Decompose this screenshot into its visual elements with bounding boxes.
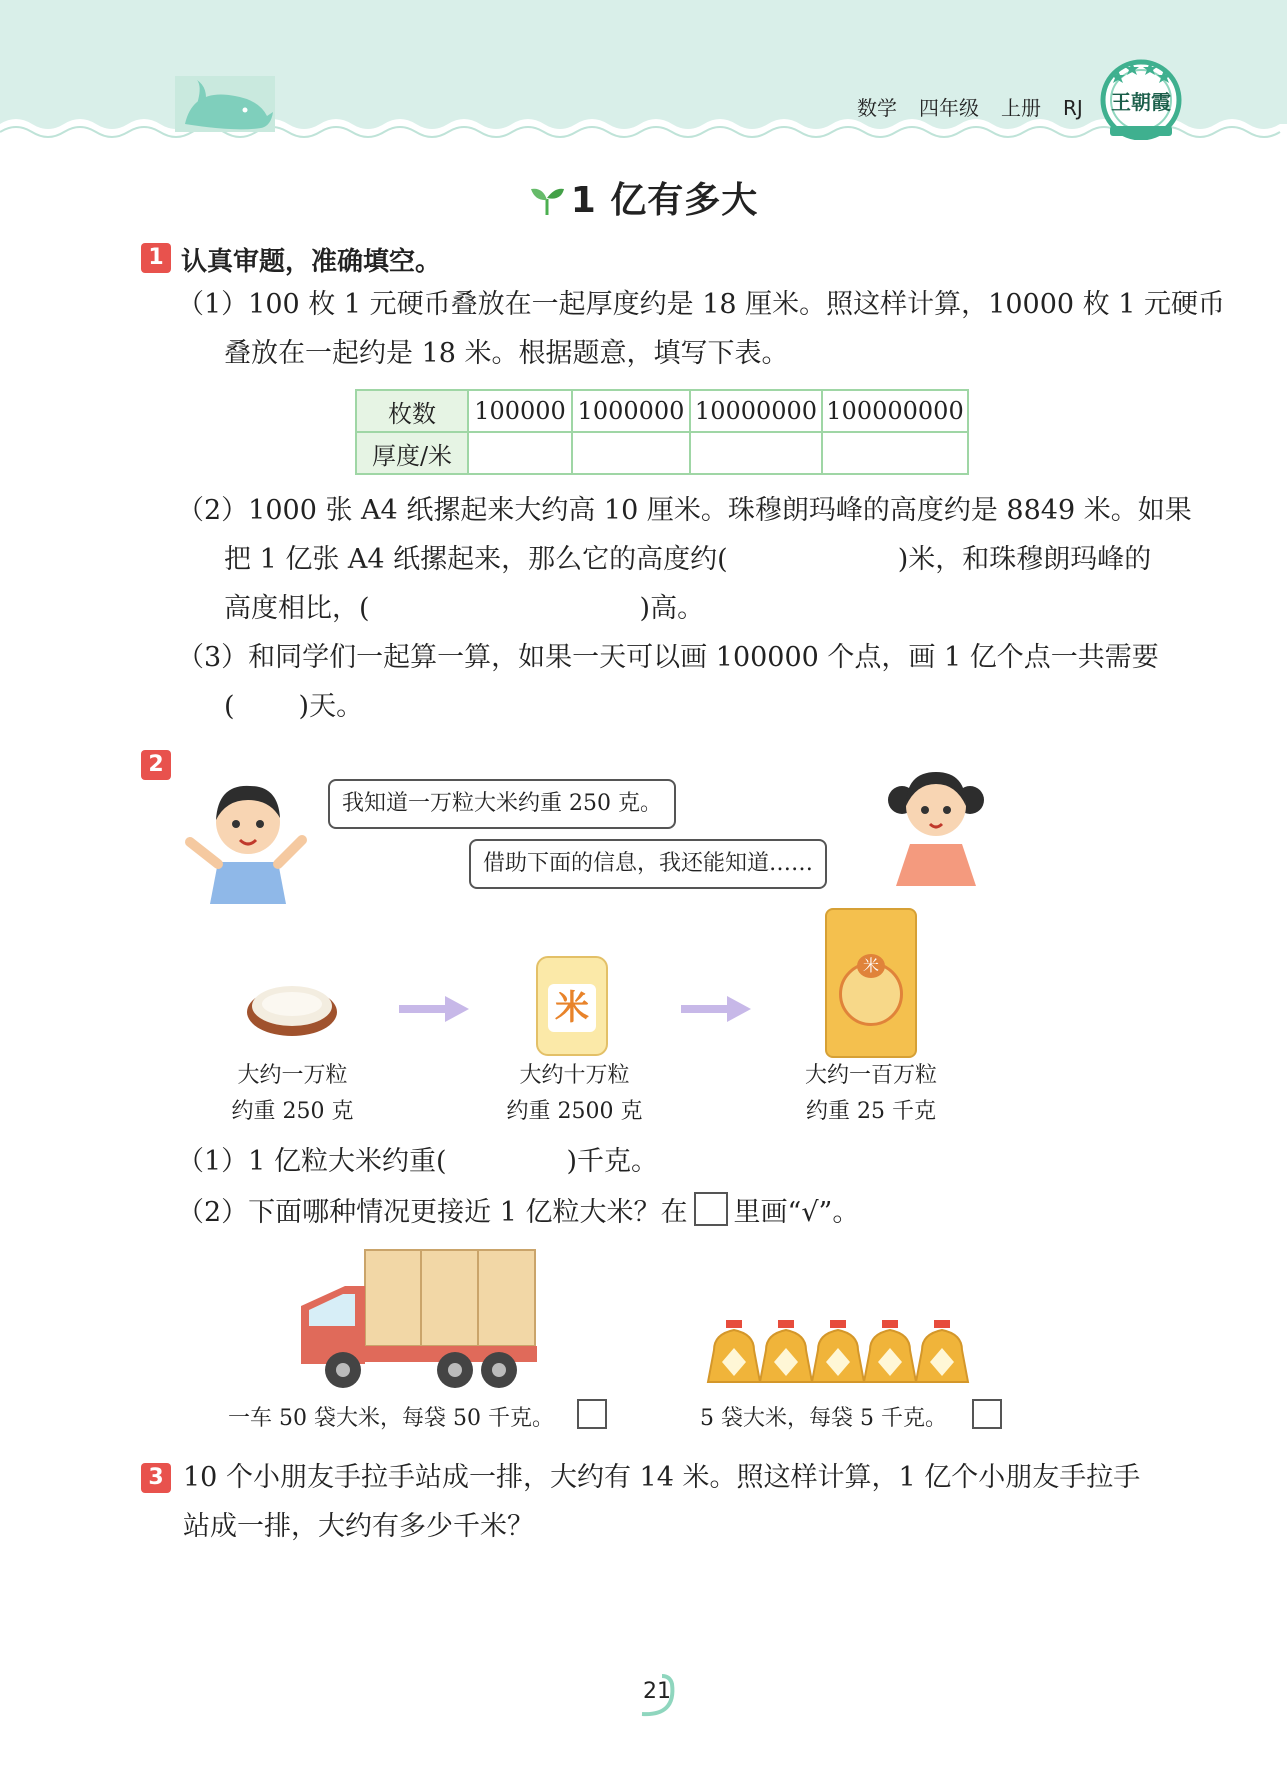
speech-bubble-boy: 我知道一万粒大米约重 250 克。	[328, 779, 676, 829]
table-cell: 1000000	[572, 390, 690, 432]
speech-bubble-girl: 借助下面的信息，我还能知道……	[469, 839, 827, 889]
q2-badge: 2	[141, 750, 171, 780]
header-grade: 四年级	[919, 96, 979, 120]
q3-line2: 站成一排，大约有多少千米？	[183, 1511, 534, 1542]
brand-seal-text: 王朝霞	[1111, 90, 1171, 114]
arrow-right-icon	[681, 996, 751, 1022]
arrow-right-icon	[399, 996, 469, 1022]
page-number: 21	[643, 1679, 671, 1704]
answer-cell[interactable]	[468, 432, 572, 474]
boy-illustration	[178, 762, 318, 904]
table-cell: 100000000	[822, 390, 968, 432]
q2-sub1	[177, 1138, 658, 1186]
table-row	[356, 432, 968, 474]
rice-large-sack-illustration	[825, 908, 917, 1058]
coin-thickness-table	[355, 389, 969, 475]
q1-part2-line3	[224, 585, 704, 633]
rice-caption-1-line1: 大约一万粒	[237, 1063, 348, 1088]
q1-part3-line2	[224, 683, 363, 731]
page-title-text: 1 亿有多大	[570, 180, 759, 221]
q1-part3-line2-start: (	[224, 691, 235, 722]
q3-badge: 3	[141, 1463, 171, 1493]
q1-part2-line3-end: )高。	[639, 593, 705, 624]
sprout-icon	[529, 185, 565, 215]
header-meta	[835, 92, 1083, 121]
rice-sack-label: 米	[857, 954, 885, 978]
answer-cell[interactable]	[572, 432, 690, 474]
header-volume: 上册	[1001, 96, 1041, 120]
answer-cell[interactable]	[822, 432, 968, 474]
header-subject: 数学	[857, 96, 897, 120]
rice-caption-2-line1: 大约十万粒	[519, 1063, 630, 1088]
q1-part2-line2	[224, 536, 1151, 584]
q2-sub1-end: )千克。	[566, 1146, 659, 1177]
q2-sub2-end: 里画“√”。	[733, 1197, 860, 1228]
girl-illustration	[880, 748, 992, 886]
q1-badge: 1	[141, 243, 171, 273]
header-edition: RJ	[1063, 96, 1083, 120]
table-cell: 枚数	[356, 390, 468, 432]
table-cell: 10000000	[690, 390, 822, 432]
page-title	[0, 172, 1287, 223]
rice-bag-label: 米	[548, 984, 596, 1032]
brand-seal-logo	[1100, 58, 1182, 140]
rice-caption-1-line2: 约重 250 克	[231, 1099, 354, 1124]
rice-bowl-illustration	[245, 978, 339, 1038]
truck-illustration	[295, 1246, 540, 1396]
table-cell: 100000	[468, 390, 572, 432]
whale-icon	[175, 76, 275, 132]
rice-caption-3-line1: 大约一百万粒	[804, 1063, 937, 1088]
table-row	[356, 390, 968, 432]
five-rice-bags-illustration	[706, 1310, 976, 1390]
rice-small-bag-illustration	[536, 956, 608, 1056]
q2-sub1-start: （1）1 亿粒大米约重(	[177, 1146, 447, 1177]
q1-part2-line3-start: 高度相比，(	[224, 593, 370, 624]
table-cell: 厚度/米	[356, 432, 468, 474]
q1-part3-line2-end: )天。	[298, 691, 364, 722]
q2-sub2	[177, 1189, 859, 1237]
q1-part1-line2: 叠放在一起约是 18 米。根据题意，填写下表。	[224, 338, 789, 369]
q1-part2-line1: （2）1000 张 A4 纸摞起来大约高 10 厘米。珠穆朗玛峰的高度约是 8849 米。如果	[177, 495, 1192, 526]
rice-caption-3	[776, 1058, 966, 1130]
q2-sub2-start: （2）下面哪种情况更接近 1 亿粒大米？在	[177, 1197, 688, 1228]
option-bags-text: 5 袋大米，每袋 5 千克。	[700, 1406, 947, 1431]
rice-caption-2-line2: 约重 2500 克	[506, 1099, 643, 1124]
q3-line1: 10 个小朋友手拉手站成一排，大约有 14 米。照这样计算，1 亿个小朋友手拉手	[183, 1462, 1141, 1493]
q1-part1-line1: （1）100 枚 1 元硬币叠放在一起厚度约是 18 厘米。照这样计算，10000 枚 1 元硬币	[177, 289, 1225, 320]
answer-cell[interactable]	[690, 432, 822, 474]
q1-heading: 认真审题，准确填空。	[181, 247, 442, 277]
q1-part3-line1: （3）和同学们一起算一算，如果一天可以画 100000 个点，画 1 亿个点一共需要	[177, 642, 1159, 673]
option-truck-text: 一车 50 袋大米，每袋 50 千克。	[228, 1406, 554, 1431]
rice-caption-3-line2: 约重 25 千克	[806, 1099, 936, 1124]
option-truck-checkbox[interactable]	[577, 1399, 607, 1429]
q1-part2-line2-end: )米，和珠穆朗玛峰的	[897, 544, 1152, 575]
rice-caption-1	[205, 1058, 380, 1130]
option-bags-checkbox[interactable]	[972, 1399, 1002, 1429]
rice-caption-2	[487, 1058, 662, 1130]
checkbox-sample-icon	[694, 1192, 728, 1226]
q1-part2-line2-start: 把 1 亿张 A4 纸摞起来，那么它的高度约(	[224, 544, 728, 575]
